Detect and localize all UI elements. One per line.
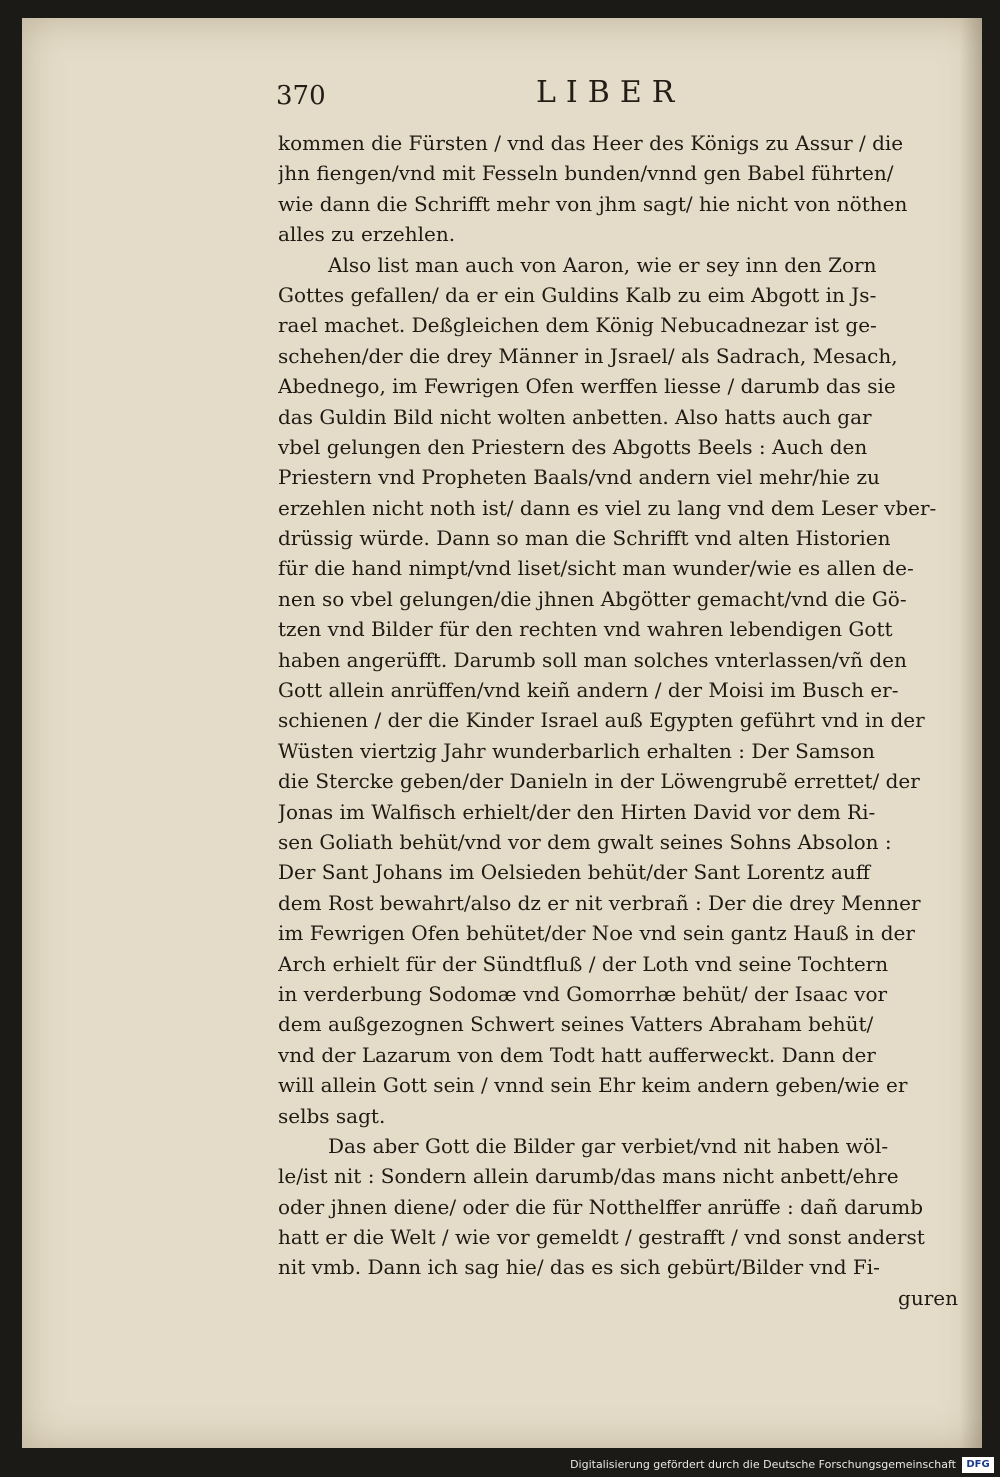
text-line: kommen die Fürsten / vnd das Heer des Königs zu Assur / die [278, 131, 904, 155]
text-line: im Fewrigen Ofen behütet/der Noe vnd sein gantz Hauß in der [278, 921, 915, 946]
text-line: drüssig würde. Dann so man die Schrifft vnd alten Historien [278, 526, 891, 551]
text-line: Also list man auch von Aaron, wie er sey inn den Zorn [328, 252, 877, 277]
page-header [276, 75, 876, 119]
text-line: Wüsten viertzig Jahr wunderbarlich erhalten : Der Samson [278, 738, 875, 763]
text-line: vbel gelungen den Priestern des Abgotts Beels : Auch den [278, 434, 868, 459]
text-line: sen Goliath behüt/vnd vor dem gwalt seines Sohns Absolon : [278, 829, 892, 854]
text-line: Das aber Gott die Bilder gar verbiet/vnd nit haben wöl- [328, 1133, 889, 1158]
text-line: selbs sagt. [278, 1103, 386, 1128]
text-line: Abednego, im Fewrigen Ofen werffen liesse / darumb das sie [278, 374, 896, 399]
text-line: hatt er die Welt / wie vor gemeldt / gestrafft / vnd sonst anderst [278, 1225, 925, 1250]
text-line: oder jhnen diene/ oder die für Notthelffer anrüffe : dañ darumb [278, 1194, 924, 1219]
footer-credit: Digitalisierung gefördert durch die Deutsche Forschungsgemeinschaft [570, 1458, 956, 1471]
text-line: erzehlen nicht noth ist/ dann es viel zu lang vnd dem Leser vber- [278, 495, 937, 520]
dfg-logo: DFG [962, 1457, 994, 1473]
text-line: Arch erhielt für der Sündtfluß / der Loth vnd seine Tochtern [278, 951, 889, 976]
running-head: LIBER [536, 75, 685, 110]
text-line: das Guldin Bild nicht wolten anbetten. Also hatts auch gar [278, 404, 872, 429]
page-number: 370 [276, 81, 326, 111]
text-line: in verderbung Sodomæ vnd Gomorrhæ behüt/ der Isaac vor [278, 981, 888, 1006]
text-line: Gottes gefallen/ da er ein Guldins Kalb zu eim Abgott in Js- [278, 282, 877, 307]
text-line: Der Sant Johans im Oelsieden behüt/der Sant Lorentz auff [278, 860, 870, 885]
page-edge-shadow [960, 18, 982, 1448]
text-line: will allein Gott sein / vnnd sein Ehr keim andern geben/wie er [278, 1073, 908, 1098]
text-line: Jonas im Walfisch erhielt/der den Hirten David vor dem Ri- [278, 799, 876, 824]
text-line: nen so vbel gelungen/die jhnen Abgötter gemacht/vnd die Gö- [278, 586, 907, 611]
text-line: jhn fiengen/vnd mit Fesseln bunden/vnnd gen Babel führten/ [278, 161, 894, 186]
text-line: Gott allein anrüffen/vnd keiñ andern / der Moisi im Busch er- [278, 678, 899, 703]
text-line: alles zu erzehlen. [278, 222, 456, 247]
text-line: dem Rost bewahrt/also dz er nit verbrañ : Der die drey Menner [278, 890, 921, 915]
text-line: nit vmb. Dann ich sag hie/ das es sich gebürt/Bilder vnd Fi- [278, 1255, 880, 1280]
text-line: vnd der Lazarum von dem Todt hatt aufferweckt. Dann der [278, 1042, 876, 1067]
text-line: für die hand nimpt/vnd liset/sicht man wunder/wie es allen de- [278, 556, 914, 581]
body-text [278, 128, 958, 1313]
text-line: schehen/der die drey Männer in Jsrael/ als Sadrach, Mesach, [278, 343, 898, 368]
text-line: dem außgezognen Schwert seines Vatters Abraham behüt/ [278, 1012, 874, 1037]
text-line: die Stercke geben/der Danieln in der Löwengrubẽ errettet/ der [278, 769, 920, 794]
text-line: tzen vnd Bilder für den rechten vnd wahren lebendigen Gott [278, 617, 893, 642]
text-line: rael machet. Deßgleichen dem König Nebucadnezar ist ge- [278, 313, 877, 338]
footer-bar [0, 1454, 1000, 1477]
text-line: haben angerüfft. Darumb soll man solches vnterlassen/vñ den [278, 647, 907, 672]
catchword: guren [898, 1285, 958, 1310]
text-line: Priestern vnd Propheten Baals/vnd andern viel mehr/hie zu [278, 465, 880, 490]
text-line: le/ist nit : Sondern allein darumb/das mans nicht anbett/ehre [278, 1164, 899, 1189]
text-line: schienen / der die Kinder Israel auß Egypten geführt vnd in der [278, 708, 925, 733]
text-line: wie dann die Schrifft mehr von jhm sagt/ hie nicht von nöthen [278, 191, 908, 216]
